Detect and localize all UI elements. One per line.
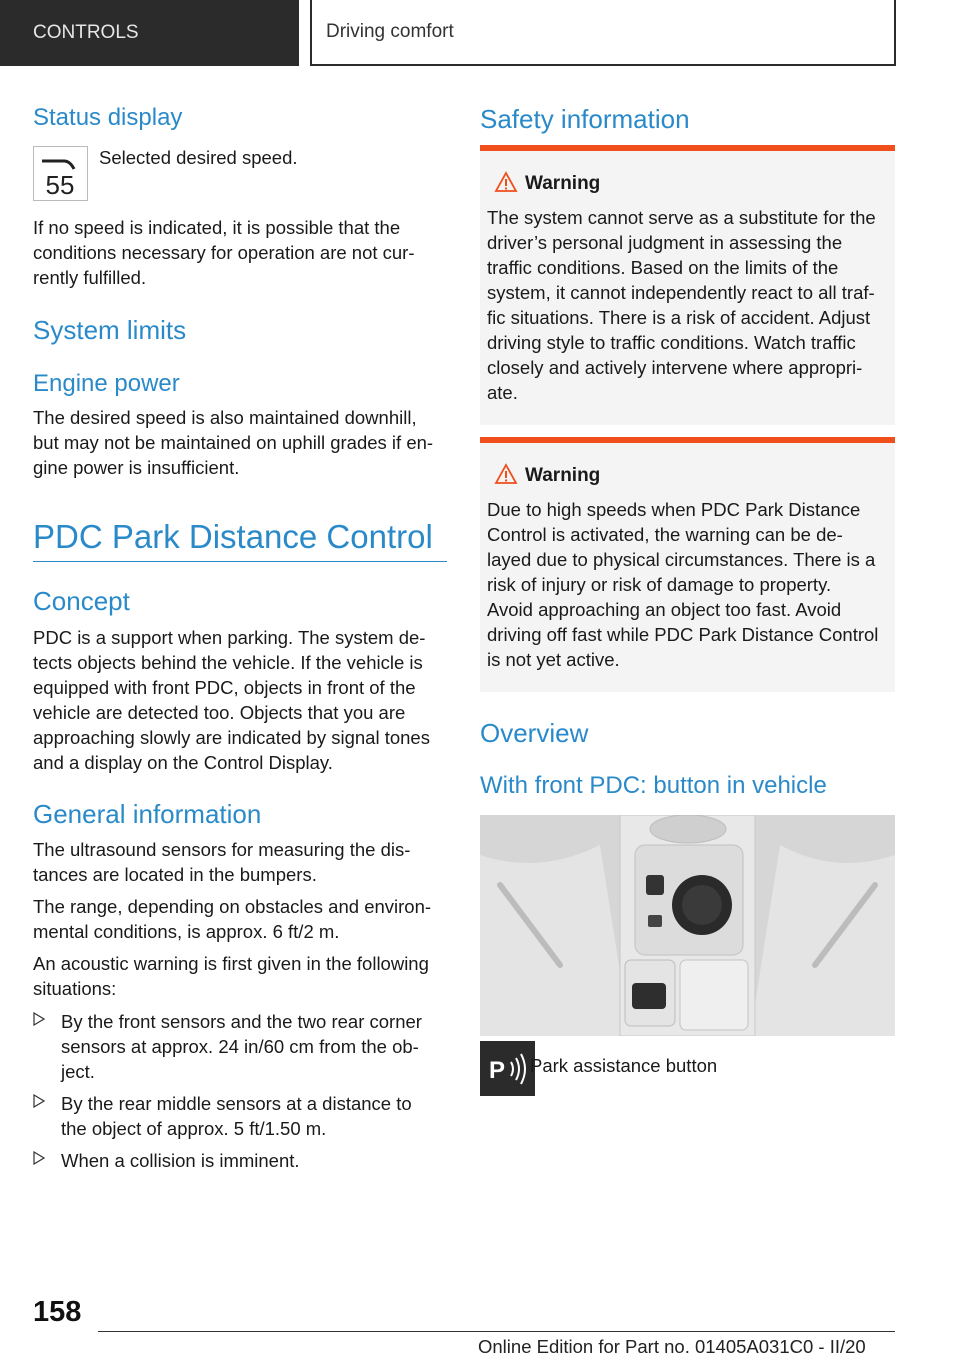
warning-title: Warning	[525, 173, 601, 194]
title-rule	[33, 561, 447, 562]
desired-speed-value: 55	[45, 170, 75, 200]
concept-heading: Concept	[33, 586, 130, 616]
engine-power-body-3: gine power is insufficient.	[33, 457, 240, 478]
overview-heading: Overview	[480, 718, 589, 748]
general-p1-2: tances are located in the bumpers.	[33, 864, 317, 885]
general-p3-2: situations:	[33, 978, 117, 999]
general-p3-1: An acoustic warning is first given in the following	[33, 953, 429, 974]
footer-rule	[98, 1331, 895, 1332]
engine-power-body-2: but may not be maintained on uphill grades if en-	[33, 432, 434, 453]
warning1-line-7: closely and actively intervene where appropri-	[487, 357, 863, 378]
desired-speed-icon	[33, 146, 88, 201]
list-item-2-line-1: By the rear middle sensors at a distance to	[61, 1093, 412, 1114]
warning2-line-7: is not yet active.	[487, 649, 620, 670]
general-p1-1: The ultrasound sensors for measuring the dis-	[33, 839, 411, 860]
warning-triangle-icon	[494, 463, 518, 485]
general-p2-2: mental conditions, is approx. 6 ft/2 m.	[33, 921, 340, 942]
section-tab	[0, 0, 299, 66]
warning1-line-6: driving style to traffic conditions. Watch traffic	[487, 332, 856, 353]
warning1-line-3: traffic conditions. Based on the limits of the	[487, 257, 839, 278]
warning-title: Warning	[525, 465, 601, 486]
chapter-label: Driving comfort	[326, 21, 454, 42]
status-body-1: If no speed is indicated, it is possible that the	[33, 217, 401, 238]
general-p2-1: The range, depending on obstacles and environ-	[33, 896, 432, 917]
warning1-line-8: ate.	[487, 382, 518, 403]
safety-heading: Safety information	[480, 104, 690, 134]
bullet-triangle-icon	[33, 1012, 45, 1026]
status-display-heading: Status display	[33, 104, 183, 131]
pdc-title: PDC Park Distance Control	[33, 518, 433, 555]
concept-body-5: approaching slowly are indicated by signal tones	[33, 727, 430, 748]
list-item	[33, 1148, 447, 1173]
warning-bar	[480, 145, 895, 151]
warning2-line-5: Avoid approaching an object too fast. Avoid	[487, 599, 842, 620]
list-item	[33, 1091, 447, 1141]
concept-body-6: and a display on the Control Display.	[33, 752, 333, 773]
warning1-line-2: driver’s personal judgment in assessing the	[487, 232, 843, 253]
park-assist-caption: Park assistance button	[530, 1055, 718, 1076]
engine-power-body-1: The desired speed is also maintained downhill,	[33, 407, 417, 428]
warning1-line-5: fic situations. There is a risk of accident. Adjust	[487, 307, 871, 328]
concept-body-3: equipped with front PDC, objects in front of the	[33, 677, 416, 698]
engine-power-heading: Engine power	[33, 370, 180, 397]
concept-body-4: vehicle are detected too. Objects that you are	[33, 702, 406, 723]
warning2-line-3: layed due to physical circumstances. There is a	[487, 549, 876, 570]
edition-note: Online Edition for Part no. 01405A031C0 - II/20	[478, 1336, 866, 1357]
status-body-2: conditions necessary for operation are not cur-	[33, 242, 415, 263]
bullet-triangle-icon	[33, 1094, 45, 1108]
warning-bar	[480, 437, 895, 443]
list-item	[33, 1009, 447, 1084]
warning1-line-1: The system cannot serve as a substitute for the	[487, 207, 876, 228]
general-info-heading: General information	[33, 799, 262, 829]
overview-subheading: With front PDC: button in vehicle	[480, 772, 827, 799]
list-item-2-line-2: the object of approx. 5 ft/1.50 m.	[61, 1118, 327, 1139]
park-assist-button-icon	[480, 1041, 535, 1096]
list-item-1-line-1: By the front sensors and the two rear corner	[61, 1011, 422, 1032]
bullet-triangle-icon	[33, 1151, 45, 1165]
warning2-line-4: risk of injury or risk of damage to property.	[487, 574, 832, 595]
page-number: 158	[33, 1296, 82, 1328]
list-item-1-line-2: sensors at approx. 24 in/60 cm from the ob-	[61, 1036, 419, 1057]
center-console-photo	[480, 815, 895, 1036]
system-limits-heading: System limits	[33, 315, 187, 345]
concept-body-2: tects objects behind the vehicle. If the vehicle is	[33, 652, 423, 673]
status-body-3: rently fulfilled.	[33, 267, 147, 288]
desired-speed-caption: Selected desired speed.	[99, 147, 298, 168]
warning2-line-6: driving off fast while PDC Park Distance Control	[487, 624, 879, 645]
section-label: CONTROLS	[33, 22, 139, 43]
concept-body-1: PDC is a support when parking. The system de-	[33, 627, 426, 648]
warning2-line-2: Control is activated, the warning can be de-	[487, 524, 843, 545]
warning-triangle-icon	[494, 171, 518, 193]
warning2-line-1: Due to high speeds when PDC Park Distance	[487, 499, 861, 520]
list-item-1-line-3: ject.	[61, 1061, 95, 1082]
warning-box-2	[480, 437, 895, 692]
chapter-tab	[310, 0, 896, 66]
warning-box-1	[480, 145, 895, 425]
warning1-line-4: system, it cannot independently react to all traf-	[487, 282, 875, 303]
park-assist-glyph: P	[488, 1057, 506, 1084]
list-item-3-line-1: When a collision is imminent.	[61, 1150, 300, 1171]
